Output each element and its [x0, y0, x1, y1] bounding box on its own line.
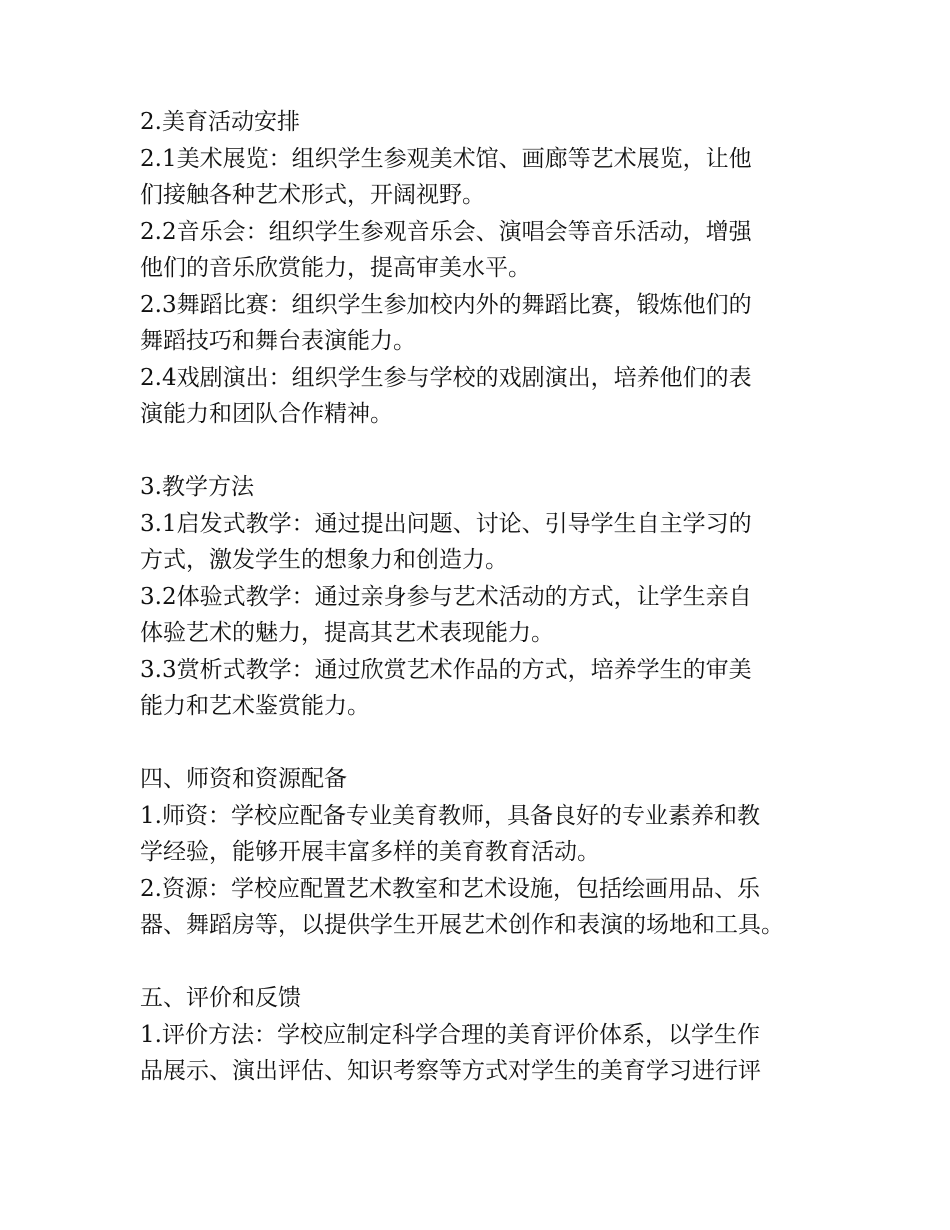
paragraph-line: 3.2体验式教学：通过亲身参与艺术活动的方式，让学生亲自	[140, 583, 752, 610]
paragraph-line: 2.资源：学校应配置艺术教室和艺术设施，包括绘画用品、乐	[140, 875, 760, 902]
section-evaluation-feedback	[140, 980, 840, 1090]
paragraph-line: 能力和艺术鉴赏能力。	[140, 693, 370, 719]
paragraph-line: 3.3赏析式教学：通过欣赏艺术作品的方式，培养学生的审美	[140, 656, 752, 683]
section-heading: 五、评价和反馈	[140, 985, 301, 1011]
section-heading: 3.教学方法	[140, 474, 254, 500]
paragraph-line: 3.1启发式教学：通过提出问题、讨论、引导学生自主学习的	[140, 510, 752, 537]
section-activities	[140, 104, 840, 433]
paragraph-line: 演能力和团队合作精神。	[140, 401, 393, 427]
paragraph-line: 学经验，能够开展丰富多样的美育教育活动。	[140, 839, 600, 865]
paragraph-line: 方式，激发学生的想象力和创造力。	[140, 547, 508, 573]
section-teaching-methods	[140, 469, 840, 725]
paragraph-line: 1.师资：学校应配备专业美育教师，具备良好的专业素养和教	[140, 802, 760, 829]
paragraph-line: 2.4戏剧演出：组织学生参与学校的戏剧演出，培养他们的表	[140, 364, 752, 391]
paragraph-line: 品展示、演出评估、知识考察等方式对学生的美育学习进行评	[140, 1058, 761, 1084]
paragraph-line: 器、舞蹈房等，以提供学生开展艺术创作和表演的场地和工具。	[140, 912, 784, 938]
paragraph-line: 们接触各种艺术形式，开阔视野。	[140, 182, 485, 208]
section-teachers-resources	[140, 761, 840, 944]
paragraph-line: 2.1美术展览：组织学生参观美术馆、画廊等艺术展览，让他	[140, 145, 752, 172]
section-heading: 2.美育活动安排	[140, 109, 300, 135]
paragraph-line: 2.3舞蹈比赛：组织学生参加校内外的舞蹈比赛，锻炼他们的	[140, 291, 752, 318]
paragraph-line: 体验艺术的魅力，提高其艺术表现能力。	[140, 620, 554, 646]
section-heading: 四、师资和资源配备	[140, 766, 347, 792]
document-page	[140, 104, 840, 1090]
paragraph-line: 他们的音乐欣赏能力，提高审美水平。	[140, 255, 531, 281]
paragraph-line: 1.评价方法：学校应制定科学合理的美育评价体系，以学生作	[140, 1021, 760, 1048]
paragraph-line: 2.2音乐会：组织学生参观音乐会、演唱会等音乐活动，增强	[140, 218, 752, 245]
paragraph-line: 舞蹈技巧和舞台表演能力。	[140, 328, 416, 354]
